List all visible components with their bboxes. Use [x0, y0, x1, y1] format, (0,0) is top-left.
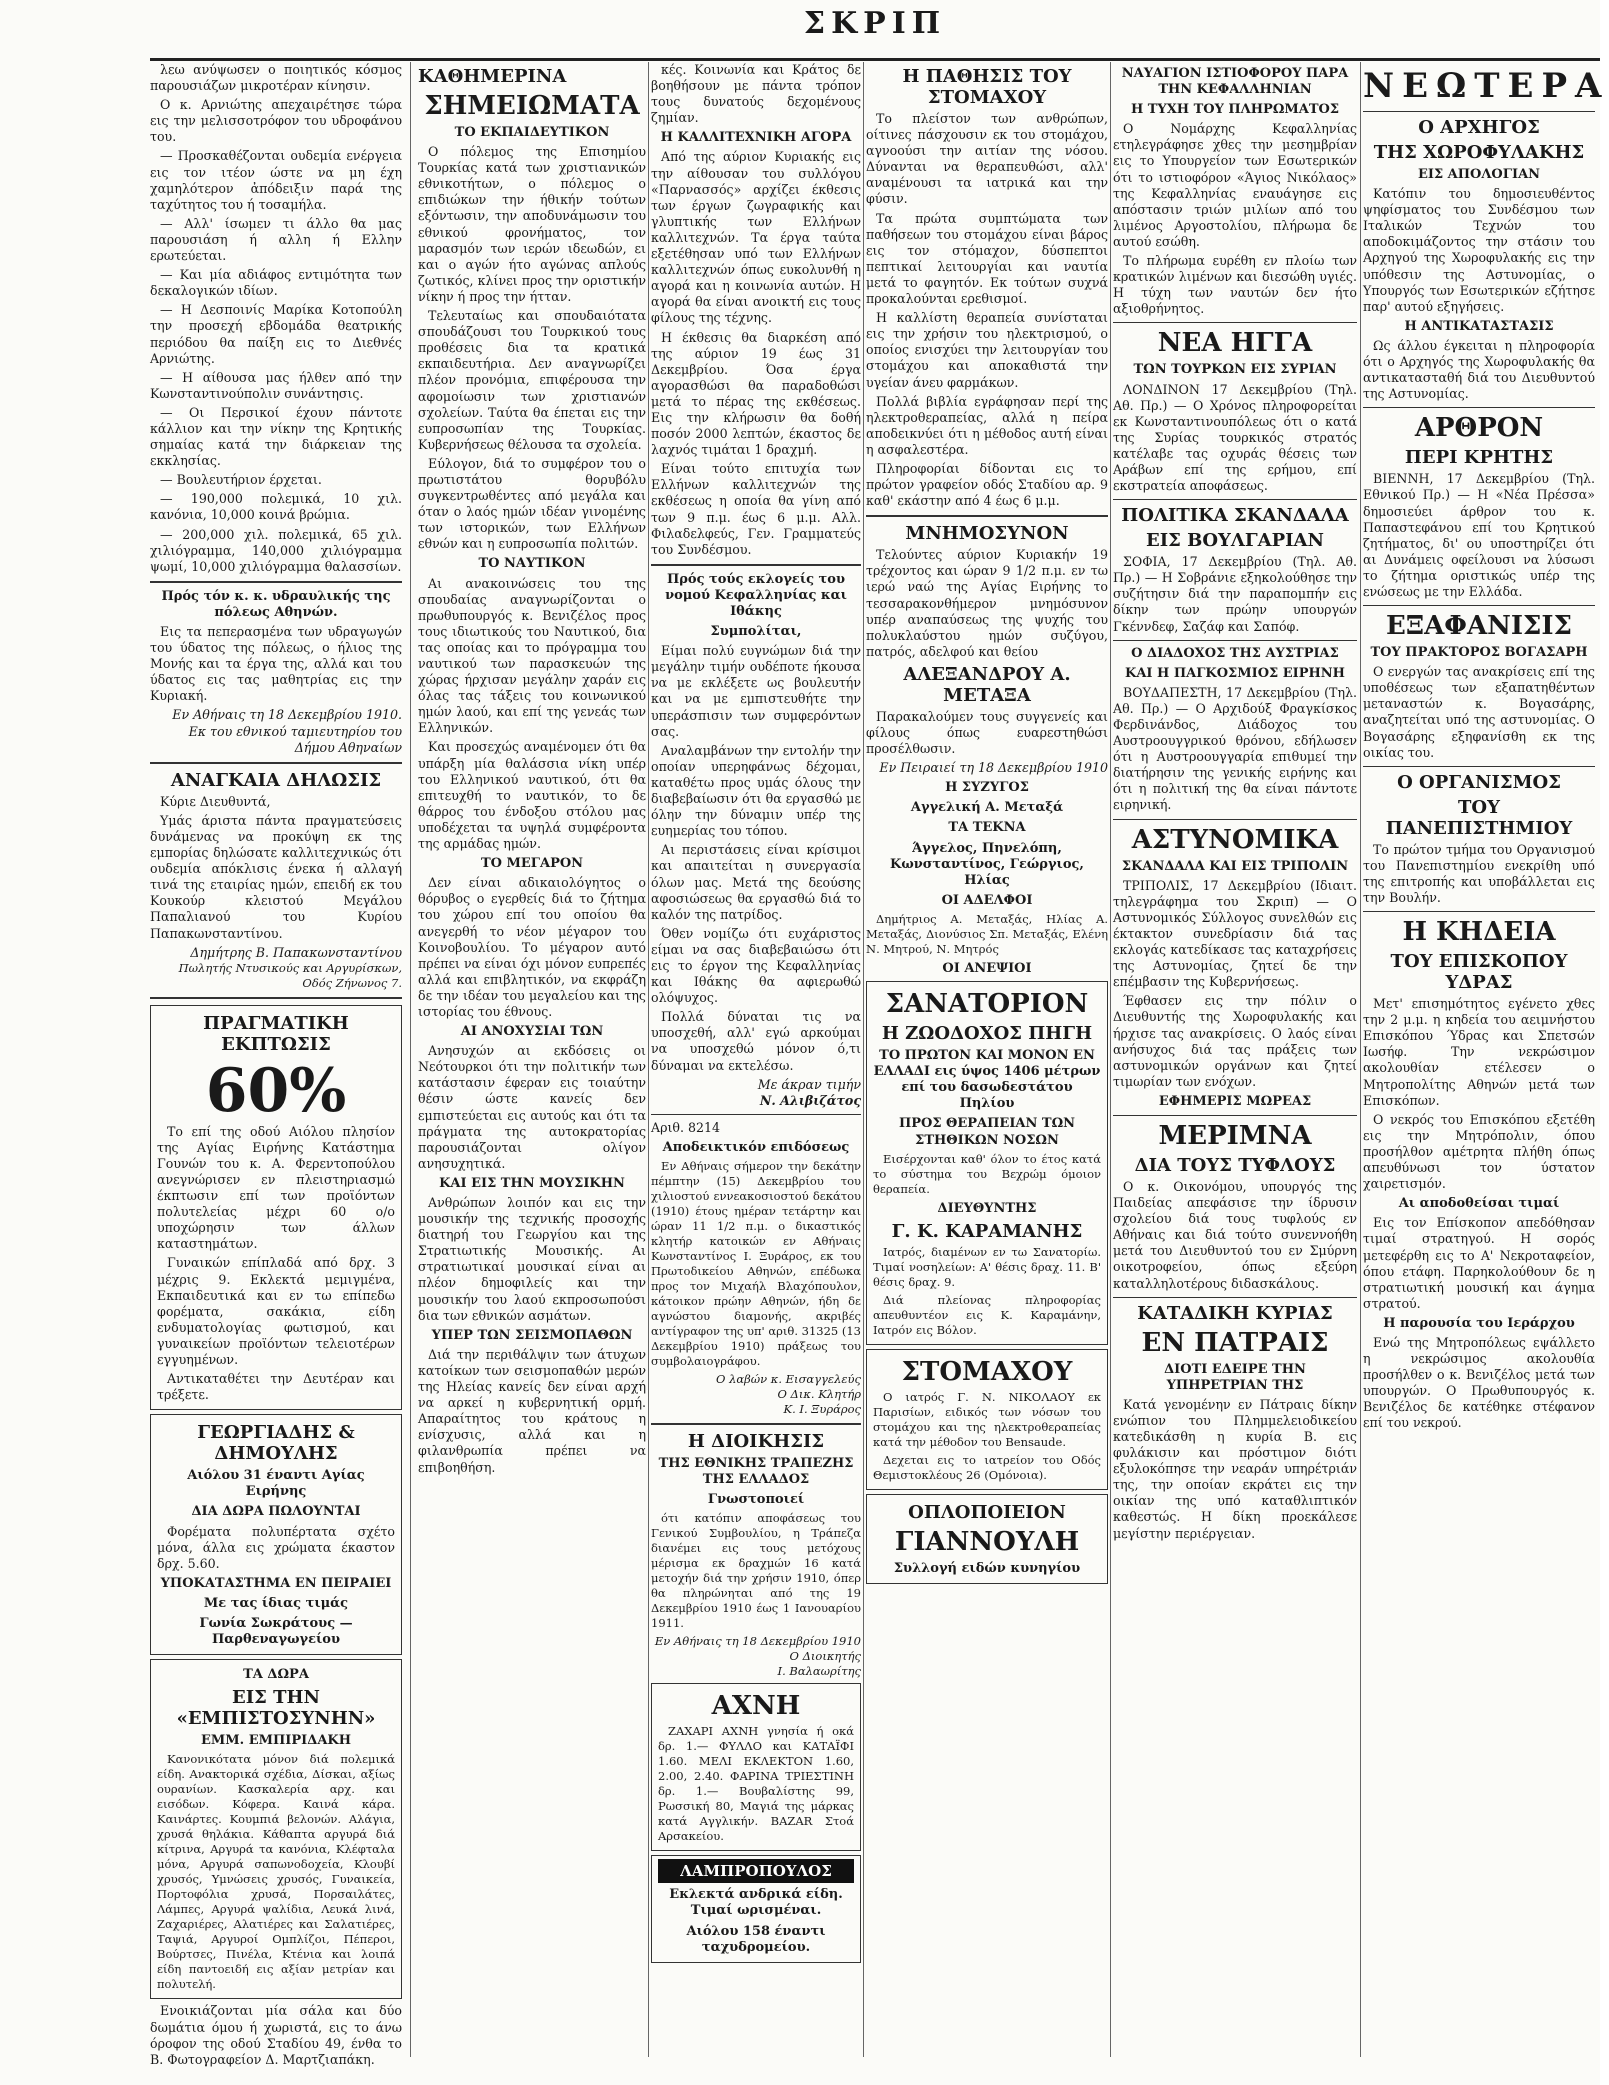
divider [1113, 819, 1357, 820]
ad-subheading: ΠΡΟΣ ΘΕΡΑΠΕΙΑΝ ΤΩΝ ΣΤΗΘΙΚΩΝ ΝΟΣΩΝ [898, 1116, 1076, 1148]
ad-heading: ΓΕΩΡΓΙΑΔΗΣ & ΔΗΜΟΥΛΗΣ [197, 1422, 355, 1465]
paragraph: Η καλλίστη θεραπεία συνίσταται εις την χρήσιν του ηλεκτρισμού, ο οποίος ενισχύει την λειτουργίαν του στομάχου και αποκαθιστά την υγείαν άνευ φαρμάκων. [866, 310, 1108, 390]
ad-text: Ο ιατρός Γ. Ν. ΝΙΚΟΛΑΟΥ εκ Παρισίων, ειδικός των νόσων του στομάχου και της ηλεκτροθεραπείας κατά την μέθοδον του Bensaude. [873, 1389, 1101, 1449]
ad-name: Γ. Κ. ΚΑΡΑΜΑΝΗΣ [891, 1220, 1083, 1242]
ad-heading: ΛΑΜΠΡΟΠΟΥΛΟΣ [658, 1859, 854, 1883]
signature: Με άκραν τιμήν [757, 1076, 861, 1092]
ad-subheading: ΔΙΑ ΔΩΡΑ ΠΩΛΟΥΝΤΑΙ [191, 1504, 361, 1520]
article-heading: Ο ΔΙΑΔΟΧΟΣ ΤΗΣ ΑΥΣΤΡΙΑΣ [1131, 645, 1339, 661]
article-heading: Αποδεικτικόν επιδόσεως [662, 1139, 850, 1155]
divider [651, 1114, 861, 1115]
advertisement-sanatorium [866, 981, 1108, 1345]
article-heading: ΚΑΙ ΕΙΣ ΤΗΝ ΜΟΥΣΙΚΗΝ [439, 1175, 625, 1191]
paragraph: Ο νεκρός του Επισκόπου εξετέθη εις την Μητρόπολιν, όπου προσήλθον αμέτρητα πλήθη όπως απευθύνωσι τον ύστατον χαιρετισμόν. [1363, 1111, 1595, 1192]
paragraph: Το πλήρωμα ευρέθη εν πλοίω των κρατικών λιμένων και διεσώθη υγιές. Η τύχη των ναυτών δεν ήτο αξιοθρήνητος. [1113, 253, 1357, 317]
article-heading: ΥΠΕΡ ΤΩΝ ΣΕΙΣΜΟΠΑΘΩΝ [431, 1327, 633, 1343]
article-subheading: ΕΝ ΠΑΤΡΑΙΣ [1141, 1327, 1329, 1358]
ad-text: Συλλογή ειδών κυνηγίου [893, 1560, 1081, 1576]
advertisement-discount [150, 1005, 402, 1411]
article-subheading: ΤΟΥ ΠΡΑΚΤΟΡΟΣ ΒΟΓΑΣΑΡΗ [1370, 645, 1588, 661]
signature: Ο λαβών κ. Εισαγγελεύς [716, 1372, 861, 1386]
ad-address: Γωνία Σωκράτους — Παρθεναγωγείου [199, 1616, 353, 1648]
paragraph: Διά την περιθάλψιν των άτυχων κατοίκων των σεισμοπαθών μερών της Ηλείας κανείς δεν είναι αρχή να αρκεί η κυβερνητική ορμή. Απαραίτητος του κράτους η ενίσχυσις, αλλά και η φιλανθρωπία πρέπει να επιβοηθήση. [418, 1346, 646, 1475]
article-heading: Η ΑΝΤΙΚΑΤΑΣΤΑΣΙΣ [1404, 318, 1554, 334]
signature: Αγγελική Α. Μεταξά [910, 800, 1064, 816]
notice-heading: Η ΔΙΟΙΚΗΣΙΣ [687, 1431, 825, 1452]
paragraph: ΒΙΕΝΝΗ, 17 Δεκεμβρίου (Τηλ. Εθνικού Πρ.) — Η «Νέα Πρέσσα» δημοσιεύει άρθρον του κ. Παπαστεφάνου επί του Κρητικού ζητήματος, δι' ου υποστηρίζει ότι αι Δυνάμεις οφείλουσι να λύσωσι το ζήτημα οριστικώς υπέρ της ενώσεως με την Ελλάδα. [1363, 471, 1595, 599]
signature: Δημήτρης Β. Παπακωνσταντίνου [190, 944, 402, 960]
ad-discount-figure: 60% [205, 1055, 347, 1126]
article-subheading: ΔΙΑ ΤΟΥΣ ΤΥΦΛΟΥΣ [1134, 1154, 1336, 1176]
divider [1363, 605, 1595, 606]
section-heading: ΣΗΜΕΙΩΜΑΤΑ [424, 91, 640, 121]
paragraph: Είναι τούτο επιτυχία των Ελλήνων καλλιτεχνών της εκθέσεως η οποία θα γίνη από των 9 π.μ. έως 6 μ.μ. Αλλ. Φιλαδελφεύς, Γεν. Γραμματεύς του Συνδέσμου. [651, 461, 861, 557]
paragraph: ΒΟΥΔΑΠΕΣΤΗ, 17 Δεκεμβρίου (Τηλ. Αθ. Πρ.) — Ο Αρχιδούξ Φραγκίσκος Φερδινάνδος, Διάδοχος του Αυστροουγγρικού θρόνου, εδήλωσεν ότι η Αυστροουγγαρία επιθυμεί την διατήρησιν της γενικής ειρήνης και ότι η πολιτική της θα είναι πάντοτε ειρηνική. [1113, 684, 1357, 813]
advertisement-gunsmith [866, 1494, 1108, 1584]
divider [1363, 111, 1595, 112]
signature: ΤΑ ΤΕΚΝΑ [948, 820, 1026, 836]
article-heading: Η ΚΗΔΕΙΑ [1402, 917, 1556, 948]
advertisement-empistosyni [150, 1659, 402, 1999]
article-heading: ΑΝΑΓΚΑΙΑ ΔΗΛΩΣΙΣ [170, 769, 382, 791]
article-heading: ΤΟ ΜΕΓΑΡΟΝ [480, 856, 584, 872]
paragraph: — Η Δεσποινίς Μαρίκα Κοτοπούλη την προσεχή εβδομάδα θεατρικής περιόδου θα παίξη εις το Διεθνές Αρνιώτης. [150, 302, 402, 366]
ad-address: Αιόλου 31 έναντι Αγίας Ειρήνης [187, 1468, 365, 1500]
column-2 [418, 62, 646, 2057]
paragraph: ΣΟΦΙΑ, 17 Δεκεμβρίου (Τηλ. Αθ. Πρ.) — Η Σοβράνιε εξηκολούθησε την συζήτησιν διά την παραπομπήν εις δίκην των πρώην υπουργών Γκέννδεφ, Σαζάφ και Σαπόφ. [1113, 554, 1357, 634]
paragraph: Τελευταίως και σπουδαιότατα σπουδάζουσι του Τουρκικού τους προθέσεις δια τα κρατικά εκπαιδευτήρια. Δεν αναγνωρίζει πλέον προνόμια, επιφέρουσα την αφομοίωσιν των χριστιανών σχολείων. Ταύτα θα έπεται εις την ευπροσωπίαν της Τουρκίας. Κυβερνήσεως θέλουσα τα σχολεία. [418, 308, 646, 452]
paragraph: Εις τα πεπερασμένα των υδραγωγών του ύδατος της πόλεως, ο ήλιος της Μονής και τα έργα της, αλλά και του ύδατος εις τας μαθητρίας εις την Κυριακή. [150, 624, 402, 704]
paragraph: — 190,000 πολεμικά, 10 χιλ. κανόνια, 10,000 κοινά βρώμια. [150, 491, 402, 523]
paragraph: — 200,000 χιλ. πολεμικά, 65 χιλ. χιλιόγραμμα, 140,000 χιλιόγραμμα ψωμί, 10,000 χιλιόγραμμα θαλασσίων. [150, 526, 402, 574]
article-subheading: ΕΙΣ ΑΠΟΛΟΓΙΑΝ [1417, 167, 1541, 182]
signature: Ι. Βαλαωρίτης [777, 1664, 861, 1679]
column-4 [866, 62, 1108, 2057]
dateline: Εν Αθήναις τη 18 Δεκεμβρίου 1910. [172, 707, 402, 723]
paragraph: Ενοικιάζονται μία σάλα και δύο δωμάτια όμου ή χωριστά, εις το άνω όροφον της οδού Σταδίου 49, ένθα το Β. Φωτογραφείον Δ. Μαρτζιαπάκη. [150, 2003, 402, 2067]
paragraph: Πολλά βιβλία εγράφησαν περί της ηλεκτροθεραπείας, αλλά η πείρα αποδεικνύει ότι η μέθοδος αυτή είναι η ασφαλεστέρα. [866, 393, 1108, 457]
salutation: Συμπολίται, [710, 624, 802, 640]
paragraph: ΤΡΙΠΟΛΙΣ, 17 Δεκεμβρίου (Ιδιαιτ. τηλεγράφημα του Σκριπ) — Ο Αστυνομικός Σύλλογος συνελθών εις έκτακτον συνεδρίασιν διά τας εκλογάς κατεδίκασε τας καταχρήσεις της Αστυνομίας, ζητεί δε την επέμβασιν της Κυβερνήσεως. [1113, 877, 1357, 990]
column-6 [1363, 62, 1609, 2057]
ad-text: ΤΟ ΠΡΩΤΟΝ ΚΑΙ ΜΟΝΟΝ ΕΝ ΕΛΛΑΔΙ εις ύψος 1406 μέτρων επί του δασωδεστάτου Πηλίου [873, 1048, 1101, 1112]
article-subheading: Αι αποδοθείσαι τιμαί [1398, 1196, 1560, 1212]
article-heading: ΠΟΛΙΤΙΚΑ ΣΚΑΝΔΑΛΑ [1121, 505, 1349, 527]
advertisement-achni [651, 1683, 861, 1851]
paragraph: Ενώ της Μητροπόλεως εψάλλετο η νεκρώσιμος ακολουθία προσήλθεν ο κ. Βενιζέλος μετά των υπουργών. Ο Πρωθυπουργός κ. Βενιζέλος δε κατέθηκε στέφανον επί του νεκρού. [1363, 1334, 1595, 1431]
ad-text: Κανονικότατα μόνον διά πολεμικά είδη. Ανακτορικά σχέδια, Δίσκαι, αξίως ουρανίων. Κασκαλερία αρχ. και εισόδων. Κόφερα. Καινά κάρα. Καινάρτες. Κουμπιά βελονών. Αλάγια, χρυσά θηλάκια. Κάθαπτα αργυρά διά κίτρινα, Αργυρά τα κανόνια, Κλέφταλα μόνα, Αργυρά σαπωνοδοχεία, Κλουβί χρυσός, Υμνώσεις χρυσός, Γυναικεία, Πορτοφόλια χρυσά, Πορσαιλάτες, Λάμπες, Αργυρά ψαλίδια, Λευκά λινά, Ζαχαριέρες, Αλατιέρες και Σαλατιέρες, Ταψιά, Αργυροί Ομπλίζοι, Πέπεροι, Βούρτσες, Πινέλα, Κτένια και λοιπά είδη παντοειδή εις αξίαν μετρίαν και πολυτελή. [157, 1752, 395, 1992]
paragraph: Αι περιστάσεις είναι κρίσιμοι και απαιτείται η συνεργασία όλων μας. Μετά της δεούσης αφοσιώσεως θα εργασθώ διά το καλόν της πατρίδος. [651, 842, 861, 922]
column-1 [150, 62, 402, 2067]
divider [651, 1423, 861, 1425]
article-subheading: ΚΑΙ Η ΠΑΓΚΟΣΜΙΟΣ ΕΙΡΗΝΗ [1125, 665, 1345, 681]
article-heading: ΤΟ ΝΑΥΤΙΚΟΝ [478, 556, 586, 572]
article-heading: Η ΚΑΛΛΙΤΕΧΝΙΚΗ ΑΓΟΡΑ [660, 130, 852, 146]
paragraph: Υμάς άριστα πάντα πραγματεύσεις δυνάμενας να προκύψη εκ της εμπορίας δηλώσατε καλλιτεχνικώς ότι ουδεμία απόκλισις ένεκα ή αλλαγή τινά της εταιρίας ημών, επειδή εκ του Κουκούρ κλειστού Μεγάλου Παπαλιανού του Κυρίου Παπακωνσταντίνου. [150, 812, 402, 941]
notice-subheading: Γνωστοποιεί [707, 1492, 805, 1508]
advertisement-georgiadis [150, 1414, 402, 1655]
article-heading: ΑΣΤΥΝΟΜΙΚΑ [1131, 824, 1339, 855]
dateline: Εν Αθήναις τη 18 Δεκεμβρίου 1910 [654, 1634, 861, 1649]
ad-text: Με τας ίδιας τιμάς [203, 1595, 349, 1611]
paragraph: Εις τον Επίσκοπον απεδόθησαν τιμαί στρατηγού. Η σορός μετεφέρθη εις το Α' Νεκροταφείον, όπου ετάφη. Παρηκολούθουν δε η στρατιωτική μουσική και άγημα στρατού. [1363, 1215, 1595, 1311]
divider [1113, 640, 1357, 641]
ad-text: Διά πλείονας πληροφορίας απευθυντέον εις Κ. Καραμάνην, Ιατρόν εις Βόλον. [873, 1292, 1101, 1337]
dateline: Εν Πειραιεί τη 18 Δεκεμβρίου 1910 [879, 760, 1108, 776]
ad-text: Ιατρός, διαμένων εν τω Σανατορίω. Τιμαί νοσηλείων: Α' θέσις δραχ. 11. Β' θέσις δραχ. 9. [873, 1244, 1101, 1289]
ad-text: Γυναικών επίπλαδά από δρχ. 3 μέχρις 9. Εκλεκτά μεμιγμένα, Εκπαιδευτικά και εν τω επίπεδω φορέματα, σακάκια, είδη ενδυματολογίας φωτισμού, και γυναικείων προϊόντων τελειοτέρων εγγυημένων. [157, 1255, 395, 1367]
paragraph: Εν Αθήναις σήμερον την δεκάτην πέμπτην (15) Δεκεμβρίου του χιλιοστού εννεακοσιοστού δεκάτου (1910) έτους ημέραν τετάρτην και ώραν 11 1/2 π.μ. ο δικαστικός κλητήρ κατοικών εν Αθήναις Κωνσταντίνος Ι. Ξυράρος, εκ του Πρωτοδικείου Αθηνών, επέδωκα προς τον Μιχαήλ Βλαχόπουλον, κάτοικον πρώην Αθηνών, ήδη δε αγνώστου διαμονής, ακριβές αντίγραφον της υπ' αριθ. 31325 (13 Δεκεμβρίου 1910) πράξεως του συμβολαιογράφου. [651, 1159, 861, 1368]
ad-text: Αντικαταθέτει την Δευτέραν και τρέξετε. [157, 1371, 395, 1403]
paragraph: — Οι Περσικοί έχουν πάντοτε κάλλιον και την νίκην της Κρητικής σημαίας κατά την διάρκειαν της εκκλησίας. [150, 404, 402, 469]
article-subheading: Η ΤΥΧΗ ΤΟΥ ΠΛΗΡΩΜΑΤΟΣ [1130, 102, 1340, 118]
ad-text: Εισέρχονται καθ' όλον το έτος κατά το σύστημα του Βεχρώμ όμοιον θεραπεία. [873, 1151, 1101, 1196]
signature: Εκ του εθνικού ταμιευτηρίου του Δήμου Αθηναίων [188, 723, 402, 755]
paragraph: Αι ανακοινώσεις του της σπουδαίας αναγνωρίζονται ο πρωθυπουργός κ. Βενιζέλος προς τους ιδιωτικούς του Ναυτικού, δια τας οποίας και το πρόγραμμα του ναυτικού των παρασκευών της χώρας ήρχισαν μεγάλην χαράν εις όλας τας τάξεις του κοινωνικού ημών λαού, και επί της γενεάς των Ελληνικών. [418, 575, 646, 736]
paragraph: κές. Κοινωνία και Κράτος δε βοηθήσουν με πάντα τρόπον τους δυνατούς δεχομένους ζημίαν. [651, 62, 861, 126]
article-subheading: ΠΕΡΙ ΚΡΗΤΗΣ [1404, 447, 1554, 469]
paragraph: Ο πόλεμος της Επισημίου Τουρκίας κατά των χριστιανικών εθνικοτήτων, ο πόλεμος ο επιδιώκων την ήθικήν τούτων εξόντωσιν, την αποδυνάμωσιν του εθνικού φρονήματος, τον μαρασμόν των ιερών ιδεωδών, ει και ο αγών ήτο αγώνας απλούς ζωτικός, κλίνει προς την οριστικήν νίκην ή προς την ήτταν. [418, 144, 646, 304]
divider [1113, 1297, 1357, 1298]
article-heading: ΑΙ ΑΝΟΧΥΣΙΑΙ ΤΩΝ [460, 1024, 604, 1040]
paragraph: Πολλά δύναται τις να υποσχεθή, αλλ' εγώ αρκούμαι να υποσχεθώ μόνον ό,τι δύναμαι να εκτελέσω. [651, 1009, 861, 1073]
article-heading: ΤΟ ΕΚΠΑΙΔΕΥΤΙΚΟΝ [454, 125, 610, 140]
paragraph: — Η αίθουσα μας ήλθεν από την Κωνσταντινούπολιν συνάντησις. [150, 369, 402, 401]
paragraph: Είμαι πολύ ευγνώμων διά την μεγάλην τιμήν ουδέποτε ήκουσα να με εκλέξετε ως βουλευτήν και να με εμπιστευθήτε την υπεράσπισιν των συμφερόντων σας. [651, 643, 861, 739]
article-heading: Πρός τούς εκλογείς του νομού Κεφαλληνίας και Ιθάκης [665, 571, 847, 619]
paragraph: Πληροφορίαι δίδονται εις το πρώτον γραφείον οδός Σταδίου αρ. 9 καθ' εκάστην από 4 έως 6 μ.μ. [866, 460, 1108, 509]
ad-heading: ΣΑΝΑΤΟΡΙΟΝ [885, 989, 1089, 1020]
ad-heading: ΠΡΑΓΜΑΤΙΚΗ ΕΚΠΤΩΣΙΣ [203, 1012, 349, 1055]
article-heading: Ο ΟΡΓΑΝΙΣΜΟΣ [1397, 771, 1561, 793]
signature: Ν. Αλιβιζάτος [759, 1092, 861, 1108]
source-credit: ΕΦΗΜΕΡΙΣ ΜΩΡΕΑΣ [1158, 1093, 1312, 1109]
signature: Ο Δικ. Κλητήρ [777, 1387, 861, 1401]
article-heading: ΝΑΥΑΓΙΟΝ ΙΣΤΙΟΦΟΡΟΥ ΠΑΡΑ ΤΗΝ ΚΕΦΑΛΛΗΝΙΑΝ [1121, 66, 1349, 98]
paragraph: Ο Νομάρχης Κεφαλληνίας ετηλεγράφησε χθες την μεσημβρίαν εις το Υπουργείον των Εσωτερικών ότι το ιστιοφόρον «Άγιος Νικόλαος» της Κεφαλληνίας εναυάγησε εις απόστασιν τριών μιλίων από του λιμένος Αργοστολίου, πλήρωμα δε αυτού εσώθη. [1113, 121, 1357, 249]
advertisement-lambropoulos [651, 1855, 861, 1962]
column-rule [1360, 62, 1361, 2057]
ad-text: Φορέματα πολυπέρτατα σχέτο μόνα, άλλα εις χρώματα έκαστον δρχ. 5.60. [157, 1523, 395, 1571]
section-heading: ΝΕΩΤΕΡΑ [1363, 66, 1609, 106]
article-heading: ΕΞΑΦΑΝΙΣΙΣ [1386, 611, 1572, 642]
ad-subheading: ΥΠΟΚΑΤΑΣΤΗΜΑ ΕΝ ΠΕΙΡΑΙΕΙ [160, 1575, 392, 1591]
article-subheading: ΤΟΥ ΠΑΝΕΠΙΣΤΗΜΙΟΥ [1385, 796, 1573, 839]
article-subheading: ΤΩΝ ΤΟΥΡΚΩΝ ΕΙΣ ΣΥΡΙΑΝ [1133, 362, 1337, 378]
signature: ΟΙ ΑΔΕΛΦΟΙ [941, 892, 1033, 908]
paragraph: — Προσκαθέζονται ουδεμία ενέργεια εις τον ιτέον ώστε να μη έχη χαμηλότερον ἀπόδειξιν παρά της ταχύτητος του ή τοσαμήλα. [150, 148, 402, 212]
divider [1363, 766, 1595, 767]
divider [150, 762, 402, 764]
signature: Πωλητής Ντυσικούς και Αργυρίσκων, Οδός Ζήνωνος 7. [178, 960, 402, 990]
article-heading: ΝΕΑ ΗΓΓΑ [1157, 328, 1313, 359]
article-subheading: ΤΟΥ ΕΠΙΣΚΟΠΟΥ ΥΔΡΑΣ [1390, 951, 1568, 994]
notice-heading: ΜΝΗΜΟΣΥΝΟΝ [905, 523, 1069, 545]
article-heading: Η ΠΑΘΗΣΙΣ ΤΟΥ ΣΤΟΜΑΧΟΥ [902, 66, 1072, 108]
paragraph: Τελούντες αύριον Κυριακήν 19 τρέχοντος και ώραν 9 1/2 π.μ. εν τω ιερώ ναώ της Αγίας Ειρήνης το τεσσαρακονθήμερον μνημόσυνον υπέρ αναπαύσεως της ψυχής του πολυκλαύστου ημών συζύγου, πατρός, αδελφού και θείου [866, 547, 1108, 659]
ad-subheading: Η ΖΩΟΔΟΧΟΣ ΠΗΓΗ [881, 1023, 1093, 1045]
paragraph: Τα πρώτα συμπτώματα των παθήσεων του στομάχου είναι βάρος εις τον στόμαχον, δύσπεπτοι πεπτικαί λειτουργίαι και ναυτία μετά το φαγητόν. Εκ τούτων συχνά προκαλούνται ερεθισμοί. [866, 210, 1108, 307]
paragraph: — Και μία αδιάφος εντιμότητα των δεκαλογικών ιδίων. [150, 267, 402, 299]
ad-text: Εκλεκτά ανδρικά είδη. Τιμαί ωρισμέναι. [669, 1887, 843, 1919]
ad-text: ΖΑΧΑΡΙ ΑΧΝΗ γνησία ή οκά δρ. 1.— ΦΥΛΛΟ και ΚΑΤΑΪΦΙ 1.60. ΜΕΛΙ ΕΚΛΕΚΤΟΝ 1.60, 2.00, 2.40. ΦΑΡΙΝΑ ΤΡΙΕΣΤΙΝΗ δρ. 1.— Βουβαλίστης 99, Ρωσσική 80, Μαγιά της μάρκας κατά Αγγλικήν. BAZAR Στοά Αρσακείου. [658, 1724, 854, 1844]
paragraph: Το πλείστον των ανθρώπων, οίτινες πάσχουσιν εκ του στομάχου, αγνοούσι την αιτίαν της νόσου. Δύνανται να θεραπευθώσι, αλλ' αναμένουσι τα ιατρικά και την φύσιν. [866, 111, 1108, 207]
notice-name: ΑΛΕΞΑΝΔΡΟΥ Α. ΜΕΤΑΞΑ [903, 663, 1071, 706]
paragraph: Από της αύριον Κυριακής εις την αίθουσαν του συλλόγου «Παρνασσός» αρχίζει έκθεσις των έργων ζωγραφικής και γλυπτικής των Ελλήνων καλλιτεχνών. Τα έργα ταύτα εξετέθησαν υπό των Ελλήνων καλλιτεχνών όπως ευκολυνθή η αγορά και η κοινωνία αυτών. Η αγορά θα είναι ανοικτή εις τους φίλους της τέχνης. [651, 149, 861, 326]
paragraph: Ο ενεργών τας ανακρίσεις επί της υποθέσεως των εξαπατηθέντων μεταναστών κ. Βογασάρης, αναζητείται υπό της αστυνομίας. Ο Βογασάρης εξηφανίσθη εκ της οικίας του. [1363, 664, 1595, 760]
paragraph: — Βουλευτήριον έρχεται. [160, 472, 322, 488]
ad-subheading: ΕΜΜ. ΕΜΠΙΡΙΔΑΚΗ [200, 1733, 351, 1749]
paragraph: Δεν είναι αδικαιολόγητος ο θόρυβος ο εγερθείς διά το ζήτημα του χώρου επί του οποίου θα ανεγερθή το νέον μέγαρον του Κοινοβουλίου. Το μέγαρον αυτό πρέπει να είναι όχι μόνον ευπρεπές αλλά και επιβλητικόν, να εκφράζη δε την ιδέαν του μεγαλείου και της ιστορίας του έθνους. [418, 875, 646, 1019]
paragraph: Παρακαλούμεν τους συγγενείς και φίλους όπως ευαρεστηθώσι προσέλθωσιν. [866, 708, 1108, 757]
column-rule [1110, 62, 1111, 2057]
article-subheading: ΔΙΟΤΙ ΕΔΕΙΡΕ ΤΗΝ ΥΠΗΡΕΤΡΙΑΝ ΤΗΣ [1164, 1361, 1306, 1393]
ad-heading: ΑΧΝΗ [711, 1691, 801, 1722]
paragraph: Ανθρώπων λοιπόν και εις την μουσικήν της τεχνικής προσοχής διατηρή του Γεωργίου και της Στρατιωτικής Μουσικής. Αι στρατιωτικαί μουσικαί είναι αι πλέον δημοφιλείς και την μουσικήν του λαού εκπροσωπούσι δια των εθνικών ασμάτων. [418, 1195, 646, 1323]
signature: Ο Διοικητής [789, 1649, 861, 1664]
divider [1363, 911, 1595, 912]
reference-number: Αριθ. 8214 [651, 1119, 721, 1135]
paragraph: Κατόπιν του δημοσιευθέντος ψηφίσματος του Συνδέσμου των Ιταλικών Τεχνών του αποδοκιμάζοντος την στάσιν του Αρχηγού της Χωροφυλακής εις την υπόθεσιν της Αστυνομίας, ο Υπουργός των Εσωτερικών εζήτησε παρ' αυτού εξηγήσεις. [1363, 186, 1595, 314]
notice-subheading: ΤΗΣ ΕΘΝΙΚΗΣ ΤΡΑΠΕΖΗΣ ΤΗΣ ΕΛΛΑΔΟΣ [658, 1456, 854, 1488]
paragraph: Και προσεχώς αναμένομεν ότι θα υπάρξη μία θαλάσσια νίκη υπέρ του Ελληνικού ναυτικού, ότι θα επιτευχθή το ναυτικόν, το δε θάρρος του ένδοξου στόλου μας υποδέχεται τα υψηλά συμφέροντα της αρμάδας ημών. [418, 739, 646, 852]
signature: Δημήτριος Α. Μεταξάς, Ηλίας Α. Μεταξάς, Διονύσιος Σπ. Μεταξάς, Ελένη Ν. Μητρού, Ν. Μητρός [866, 911, 1108, 956]
paragraph: Η έκθεσις θα διαρκέση από της αύριον 19 έως 31 Δεκεμβρίου. Όσα έργα αγορασθώσι θα παραδοθώσι μετά το πέρας της εκθέσεως. Εις την κλήρωσιν θα δοθή ποσόν 2000 λεπτών, έκαστος δε λαχνός τιμάται 1 δραχμή. [651, 329, 861, 458]
paragraph: Αναλαμβάνων την εντολήν την οποίαν υπερηφάνως δέχομαι, καταθέτω προς υμάς όλους την διαβεβαίωσιν ότι θα εργασθώ με όλην την δύναμιν υπέρ της ευημερίας του τόπου. [651, 742, 861, 839]
divider [866, 515, 1108, 517]
divider [150, 997, 402, 999]
article-subheading: ΤΗΣ ΧΩΡΟΦΥΛΑΚΗΣ [1373, 142, 1585, 163]
paragraph: ότι κατόπιν αποφάσεως του Γενικού Συμβουλίου, η Τράπεζα διανέμει εις τους μετόχους μέρισμα εκ δραχμών 16 κατά μετοχήν διά την χρήσιν 1910, όπερ θα πληρώνηται από της 19 Δεκεμβρίου 1910 έως 1 Ιανουαρίου 1911. [651, 1511, 861, 1631]
article-subheading: ΕΙΣ ΒΟΥΛΓΑΡΙΑΝ [1146, 530, 1324, 552]
paragraph: Κατά γενομένην εν Πάτραις δίκην ενώπιον του Πλημμελειοδικείου κατεδικάσθη η κυρία Β. εις φυλάκισιν και πρόστιμον διότι εξυλοκόπησε την νεαράν υπηρέτριάν της, την οποίαν εκράτει εις την οικίαν της υπό καταθλιπτικόν καθεστώς. Η δίκη προεκάλεσε μεγίστην περιέργειαν. [1113, 1396, 1357, 1541]
signature: Άγγελος, Πηνελόπη, Κωνσταντίνος, Γεώργιος, Ηλίας [890, 840, 1084, 888]
paragraph: Ως άλλου έγκειται η πληροφορία ότι ο Αρχηγός της Χωροφυλακής θα αντικατασταθή διά του Διευθυντού της Αστυνομίας. [1363, 337, 1595, 402]
ad-side-label: ΤΑ ΔΩΡΑ [243, 1667, 309, 1683]
article-heading: ΚΑΤΑΔΙΚΗ ΚΥΡΙΑΣ [1137, 1302, 1333, 1324]
column-5 [1113, 62, 1357, 2057]
paragraph: Κύριε Διευθυντά, [160, 793, 271, 809]
column-rule [410, 62, 411, 2057]
column-rule [648, 62, 649, 2057]
ad-heading: ΟΠΛΟΠΟΙΕΙΟΝ [908, 1501, 1066, 1523]
ad-name: ΓΙΑΝΝΟΥΛΗ [894, 1526, 1080, 1557]
column-3 [651, 62, 861, 2057]
divider [1363, 407, 1595, 408]
paragraph: Έφθασεν εις την πόλιν ο Διευθυντής της Χωροφυλακής και ήρχισε τας ανακρίσεις. Ο λαός είναι ανήσυχος διά τας πράξεις των αστυνομικών οργάνων και ζητεί τιμωρίαν των ενόχων. [1113, 993, 1357, 1089]
signature: Κ. Ι. Ξυράρος [783, 1402, 861, 1416]
paragraph: Μετ' επισημότητος εγένετο χθες την 2 μ.μ. η κηδεία του αειμνήστου Επισκόπου Ύδρας και Σπετσών Ιωσήφ. Την νεκρώσιμον ακολουθίαν ετέλεσεν ο Μητροπολίτης Αθηνών μετά των Επισκόπων. [1363, 996, 1595, 1108]
ad-text: Το επί της οδού Αιόλου πλησίον της Αγίας Ειρήνης Κατάστημα Γουνών του κ. Α. Φερεντοπούλου ανεγνώρισεν εν πλειστηριασμώ έκπτωσιν επί των προϊόντων πολυτελείας μέχρι 60 ο/ο υποχώρησιν των άλλων καταστημάτων. [157, 1123, 395, 1252]
paragraph: Ο κ. Αρνιώτης απεχαιρέτησε τώρα εις την μελισσοτρόφον του υδροφάνου του. [150, 97, 402, 145]
signature: Η ΣΥΖΥΓΟΣ [945, 780, 1029, 796]
article-heading: Πρός τόν κ. κ. υδραυλικής της πόλεως Αθηνών. [161, 588, 391, 620]
article-heading: ΑΡΘΡΟΝ [1414, 413, 1544, 444]
newspaper-title: ΣΚΡΙΠ [803, 6, 947, 41]
paragraph: Ανησυχών αι εκδόσεις οι Νεότουρκοι ότι την πολιτικήν των κατάστασιν έφεραν εις τοιαύτην θέσιν ώστε κανείς δεν εμπιστεύεται εις αυτούς και ότι τα πράγματα της αυτοκρατορίας παρουσιάζονται ολίγον ανησυχητικά. [418, 1043, 646, 1171]
divider [1113, 499, 1357, 500]
signature: ΟΙ ΑΝΕΨΙΟΙ [942, 960, 1032, 976]
ad-heading: ΕΙΣ ΤΗΝ «ΕΜΠΙΣΤΟΣΥΝΗΝ» [176, 1687, 376, 1730]
section-heading: ΚΑΘΗΜΕΡΙΝΑ [418, 66, 567, 87]
divider [150, 581, 402, 583]
paragraph: — Αλλ' ίσωμεν τι άλλο θα μας παρουσιάση ή αλλη ή Ελλην ερωτεύεται. [150, 215, 402, 264]
ad-address: Αιόλου 158 έναντι ταχυδρομείου. [686, 1923, 826, 1955]
ad-heading: ΣΤΟΜΑΧΟΥ [901, 1356, 1073, 1387]
masthead [150, 0, 1600, 61]
paragraph: Εύλογον, διά το συμφέρον του ο πρωτιστάτου θορυβόλυ συγκεντρωθέντες από μεγάλα και όταν ο λαός ημών ιδέαν γινομένης των ιστορικών, των Ελλήνων εθνών και η ευπροσωπία πολιτών. [418, 455, 646, 552]
paragraph: Όθεν νομίζω ότι ευχάριστος είμαι να σας διαβεβαιώσω ότι εις το έργον της Κεφαλληνίας και Ιθάκης θα αφιερωθώ ολόψυχος. [651, 925, 861, 1006]
paragraph: Ο κ. Οικονόμου, υπουργός της Παιδείας απεφάσισε την ίδρυσιν σχολείου διά τους τυφλούς εν Αθήναις και διά τούτο συνεννοήθη μετά του Διευθυντού του εν Σμύρνη οικοτροφείου, όπως εξεύρη καταλληλοτέρους διδασκάλους. [1113, 1178, 1357, 1291]
article-subheading: ΣΚΑΝΔΑΛΑ ΚΑΙ ΕΙΣ ΤΡΙΠΟΛΙΝ [1121, 858, 1349, 874]
article-heading: Ο ΑΡΧΗΓΟΣ [1418, 117, 1540, 138]
article-subheading: Η παρουσία του Ιεράρχου [1383, 1315, 1575, 1331]
ad-label: ΔΙΕΥΘΥΝΤΗΣ [937, 1200, 1037, 1216]
paragraph: Το πρώτον τμήμα του Οργανισμού του Πανεπιστημίου ενεκρίθη υπό της επιτροπής και υποβάλλεται εις την Βουλήν. [1363, 841, 1595, 905]
article-heading: ΜΕΡΙΜΝΑ [1158, 1120, 1312, 1151]
advertisement-stomachou [866, 1349, 1108, 1490]
paragraph: ΛΟΝΔΙΝΟΝ 17 Δεκεμβρίου (Τηλ. Αθ. Πρ.) — Ο Χρόνος πληροφορείται εκ Κωνσταντινουπόλεως ότι ο κατά της Συρίας τουρκικός στρατός κατέλαβε τας οχυράς θέσεις των Αράβων επί της ερήμου, επί εκστρατεία αποφάσεως. [1113, 381, 1357, 494]
column-rule [863, 62, 864, 2057]
divider [651, 564, 861, 566]
divider [1113, 1115, 1357, 1116]
ad-text: Δεχεται εις το ιατρείον του Οδός Θεμιστοκλέους 26 (Ομόνοια). [873, 1452, 1101, 1482]
paragraph: λεω ανύψωσεν ο ποιητικός κόσμος παρουσιάζων μικροτέραν κίνησιν. [150, 62, 402, 94]
divider [1113, 322, 1357, 323]
